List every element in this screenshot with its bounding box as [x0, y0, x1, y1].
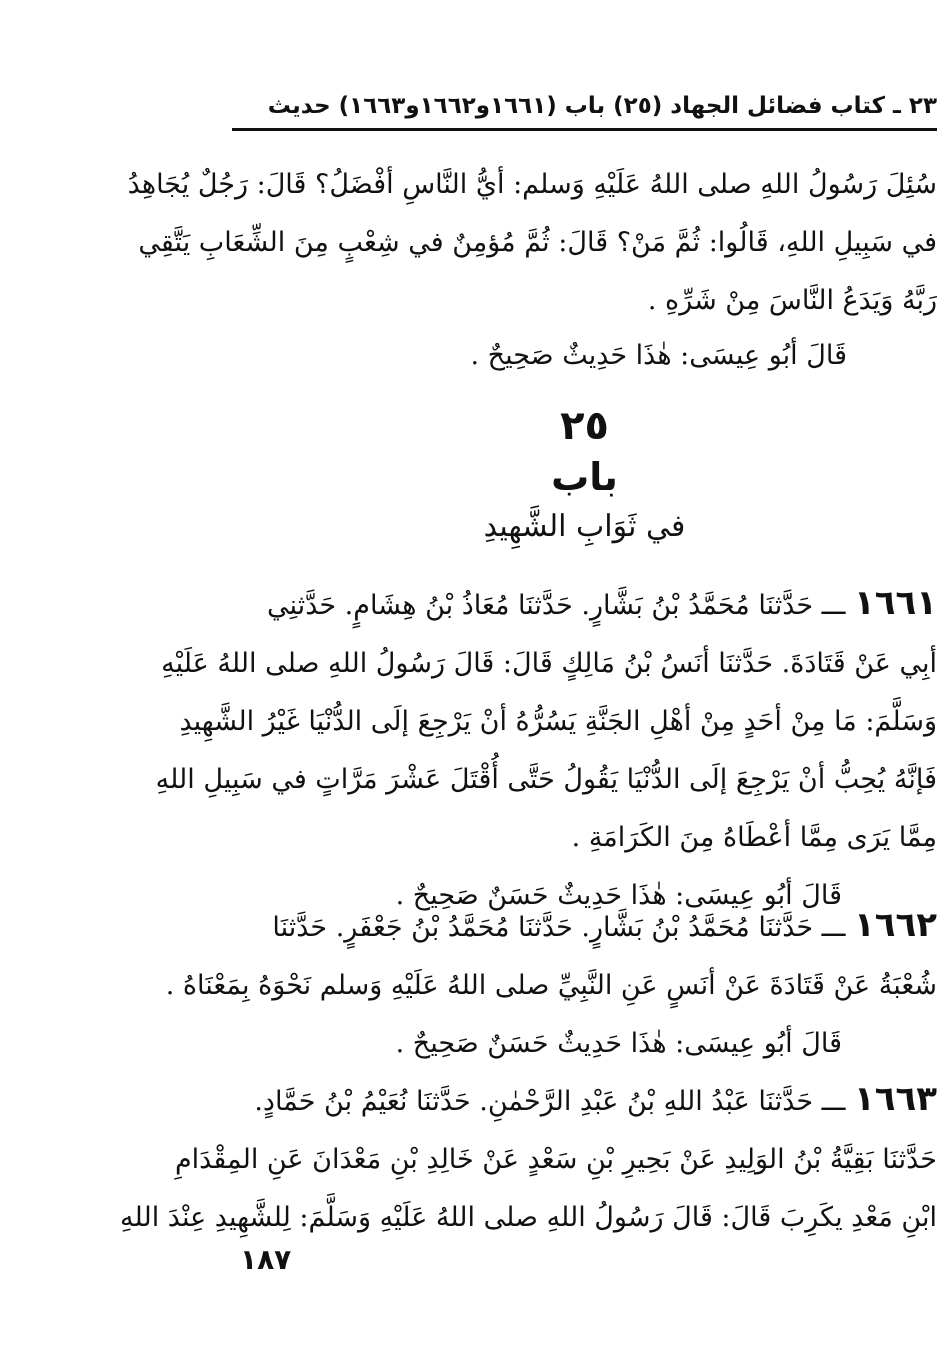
- text-line: [232, 1070, 937, 1131]
- header-divider: [232, 128, 937, 131]
- text-line: وَسَلَّمَ: مَا مِنْ أحَدٍ مِنْ أهْلِ الجَنَّةِ يَسُرُّهُ أنْ يَرْجِعَ إلَى الدُّنْيَا غَيْرُ الشَّهِيدِ: [179, 706, 937, 737]
- running-header: ٢٣ ـ كتاب فضائل الجهاد (٢٥) باب (١٦٦١و١٦٦٢و١٦٦٣) حديث: [267, 93, 937, 119]
- hadith-previous-text: [127, 156, 937, 330]
- text-line: [232, 574, 937, 635]
- text-line: أبِي عَنْ قَتَادَةَ. حَدَّثنَا أنَسُ بْنُ مَالِكٍ قَالَ: قَالَ رَسُولُ اللهِ صلى اللهُ عَلَيْهِ: [161, 648, 937, 679]
- hadith-grading: قَالَ أبُو عِيسَى: هٰذَا حَدِيثٌ حَسَنٌ صَحِيحٌ .: [395, 1028, 842, 1059]
- text-span: ـــ حَدَّثنَا عَبْدُ اللهِ بْنُ عَبْدِ الرَّحْمٰنِ. حَدَّثنَا نُعَيْمُ بْنُ حَمَّادٍ.: [254, 1086, 846, 1117]
- chapter-title: في ثَوَابِ الشَّهِيدِ: [483, 509, 686, 544]
- hadith-number: ١٦٦٣: [853, 1079, 937, 1119]
- text-line: شُعْبَةُ عَنْ قَتَادَةَ عَنْ أنَسٍ عَنِ النَّبِيِّ صلى اللهُ عَلَيْهِ وَسلم نَحْوَهُ بِمَعْنَاهُ .: [165, 970, 937, 1001]
- hadith-grading: قَالَ أبُو عِيسَى: هٰذَا حَدِيثٌ حَسَنٌ صَحِيحٌ .: [395, 880, 842, 911]
- page-number: ١٨٧: [240, 1243, 292, 1276]
- text-line: [232, 896, 937, 957]
- text-line: فَإنَّهُ يُحِبُّ أنْ يَرْجِعَ إلَى الدُّنْيَا يَقُولُ حَتَّى أُقْتَلَ عَشْرَ مَرَّاتٍ في سَبِيلِ اللهِ: [155, 764, 937, 795]
- chapter-number: ٢٥: [560, 403, 609, 449]
- text-line: في سَبِيلِ اللهِ، قَالُوا: ثُمَّ مَنْ؟ قَالَ: ثُمَّ مُؤمِنٌ في شِعْبٍ مِنَ الشِّعَابِ يَتَّقِي: [138, 227, 937, 258]
- hadith-previous-grading: قَالَ أبُو عِيسَى: هٰذَا حَدِيثٌ صَحِيحٌ .: [470, 340, 847, 371]
- hadith-1661: [155, 574, 937, 925]
- text-line: سُئِلَ رَسُولُ اللهِ صلى اللهُ عَلَيْهِ وَسلم: أيُّ النَّاسِ أفْضَلُ؟ قَالَ: رَجُلٌ يُجَاهِدُ: [127, 169, 937, 200]
- text-span: ـــ حَدَّثنَا مُحَمَّدُ بْنُ بَشَّارٍ. حَدَّثنَا مُحَمَّدُ بْنُ جَعْفَرٍ. حَدَّثنَا: [272, 912, 846, 943]
- text-line: رَبَّهُ وَيَدَعُ النَّاسَ مِنْ شَرِّهِ .: [647, 285, 937, 316]
- text-span: ـــ حَدَّثنَا مُحَمَّدُ بْنُ بَشَّارٍ. حَدَّثنَا مُعَاذُ بْنُ هِشَامٍ. حَدَّثنِي: [267, 590, 846, 621]
- hadith-number: ١٦٦٢: [853, 905, 937, 945]
- hadith-number: ١٦٦١: [853, 583, 937, 623]
- text-line: مِمَّا يَرَى مِمَّا أعْطَاهُ مِنَ الكَرَامَةِ .: [571, 822, 937, 853]
- text-line: حَدَّثنَا بَقِيَّةُ بْنُ الوَلِيدِ عَنْ بَحِيرِ بْنِ سَعْدٍ عَنْ خَالِدِ بْنِ مَعْدَانَ عَنِ المِقْدَامِ: [174, 1144, 937, 1175]
- chapter-label: باب: [551, 455, 618, 499]
- hadith-1662: [165, 896, 937, 1073]
- hadith-1663: [120, 1070, 937, 1247]
- text-line: ابْنِ مَعْدِ يكَرِبَ قَالَ: قَالَ رَسُولُ اللهِ صلى اللهُ عَلَيْهِ وَسَلَّمَ: لِلشَّهِيدِ عِنْدَ اللهِ: [120, 1202, 937, 1233]
